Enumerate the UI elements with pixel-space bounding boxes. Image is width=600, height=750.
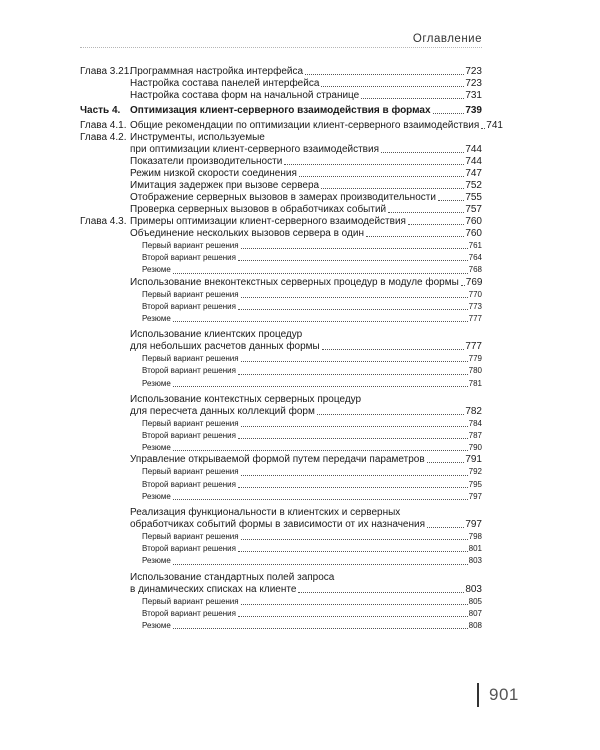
dot-leader — [322, 349, 465, 350]
toc-entry-page: 781 — [468, 378, 482, 388]
toc-entry-page: 770 — [468, 289, 482, 299]
toc-entry-title: Общие рекомендации по оптимизации клиент-серверного взаимодействия — [130, 120, 480, 131]
dot-leader — [298, 592, 464, 593]
toc-entry-page: 773 — [468, 301, 482, 311]
toc-entry[interactable] — [80, 341, 482, 353]
toc-entry-title: Резюме — [142, 265, 171, 275]
toc-entry[interactable] — [80, 180, 482, 192]
toc-entry-page: 752 — [465, 180, 482, 191]
dot-leader — [317, 414, 464, 415]
toc-entry-page: 731 — [465, 90, 482, 101]
toc-subentry[interactable] — [80, 365, 482, 377]
toc-entry-page: 801 — [468, 544, 482, 554]
dot-leader — [381, 152, 464, 153]
toc-entry-title: Первый вариант решения — [142, 467, 239, 477]
toc-entry[interactable] — [80, 168, 482, 180]
toc-entry[interactable] — [80, 204, 482, 216]
dot-leader — [321, 188, 464, 189]
toc-subentry[interactable] — [80, 240, 482, 252]
toc-entry-label: Глава 3.21. — [80, 66, 133, 77]
toc-entry-title: Использование стандартных полей запроса — [130, 571, 335, 583]
toc-entry-title: Инструменты, используемые — [130, 132, 265, 143]
toc-entry[interactable] — [80, 507, 482, 519]
toc-subentry[interactable] — [80, 555, 482, 567]
toc-entry-label: Глава 4.2. — [80, 132, 127, 143]
dot-leader — [238, 616, 468, 617]
dot-leader — [238, 487, 468, 488]
toc-entry-page: 797 — [465, 519, 482, 531]
toc-subentry[interactable] — [80, 466, 482, 478]
toc-entry[interactable] — [80, 572, 482, 584]
toc-entry-title: Резюме — [142, 621, 171, 631]
toc-entry[interactable] — [80, 277, 482, 289]
page-number-block — [477, 682, 519, 708]
toc-entry-label: Глава 4.1. — [80, 120, 127, 131]
toc-subentry[interactable] — [80, 491, 482, 503]
running-header — [80, 33, 482, 48]
toc-entry-title: Второй вариант решения — [142, 253, 236, 263]
toc-subentry[interactable] — [80, 430, 482, 442]
dot-leader — [173, 450, 468, 451]
toc-entry-label: Глава 4.3. — [80, 216, 127, 227]
dot-leader — [481, 128, 485, 129]
toc-entry[interactable] — [80, 78, 482, 90]
toc-subentry[interactable] — [80, 418, 482, 430]
toc-entry-title: Использование клиентских процедур — [130, 329, 303, 341]
toc-entry[interactable] — [80, 120, 503, 132]
toc-entry-title: Отображение серверных вызовов в замерах производительности — [130, 192, 436, 203]
toc-entry-title: Резюме — [142, 556, 171, 566]
toc-entry-page: 782 — [465, 405, 482, 417]
toc-entry[interactable] — [80, 192, 482, 204]
toc-entry-page: 755 — [465, 192, 482, 203]
toc-entry-title: Второй вариант решения — [142, 301, 236, 311]
toc-entry-title: Настройка состава форм на начальной странице — [130, 90, 360, 101]
toc-subentry[interactable] — [80, 479, 482, 491]
toc-entry-title: для пересчета данных коллекций форм — [130, 405, 315, 417]
page-number-bar — [477, 683, 479, 707]
toc-entry-title: Управление открываемой формой путем передачи параметров — [130, 454, 425, 466]
toc-entry-title: Использование внеконтекстных серверных процедур в модуле формы — [130, 276, 459, 288]
toc-entry-page: 791 — [465, 454, 482, 466]
toc-entry-title: обработчиках событий формы в зависимости от их назначения — [130, 519, 425, 531]
dot-leader — [241, 604, 468, 605]
dot-leader — [284, 164, 464, 165]
toc-entry-title: для небольших расчетов данных формы — [130, 341, 320, 353]
toc-entry-page: 764 — [468, 253, 482, 263]
toc-entry-page: 747 — [465, 168, 482, 179]
toc-entry-page: 777 — [468, 314, 482, 324]
toc-entry-title: Режим низкой скорости соединения — [130, 168, 297, 179]
toc-entry[interactable] — [80, 156, 482, 168]
dot-leader — [388, 212, 464, 213]
toc-entry-page: 777 — [465, 341, 482, 353]
toc-entry-page: 798 — [468, 532, 482, 542]
toc-entry-page: 808 — [468, 621, 482, 631]
dot-leader — [241, 248, 468, 249]
toc-entry-page: 803 — [468, 556, 482, 566]
toc-subentry[interactable] — [80, 378, 482, 390]
toc-entry-page: 739 — [465, 105, 482, 116]
toc-entry[interactable] — [80, 216, 482, 228]
dot-leader — [433, 113, 465, 114]
toc-entry[interactable] — [80, 90, 482, 102]
toc-entry-page: 780 — [468, 366, 482, 376]
toc-entry-page: 744 — [465, 156, 482, 167]
toc-entry-page: 797 — [468, 491, 482, 501]
dot-leader — [241, 539, 468, 540]
toc-entry-page: 761 — [468, 241, 482, 250]
dot-leader — [238, 309, 468, 310]
dot-leader — [427, 527, 464, 528]
dot-leader — [241, 297, 468, 298]
toc-subentry[interactable] — [80, 608, 482, 620]
toc-entry-title: Программная настройка интерфейса — [130, 66, 304, 77]
toc-entry-title: Резюме — [142, 378, 171, 388]
toc-entry-page: 779 — [468, 354, 482, 364]
toc-entry-title: Второй вариант решения — [142, 431, 236, 441]
toc-entry-title: Резюме — [142, 443, 171, 453]
toc-entry-page: 760 — [465, 228, 482, 239]
toc-entry-page: 723 — [465, 66, 482, 77]
toc-entry-page: 795 — [468, 479, 482, 489]
toc-entry[interactable] — [80, 66, 482, 78]
dot-leader — [299, 176, 464, 177]
dot-leader — [438, 200, 464, 201]
toc-entry-title: Примеры оптимизации клиент-серверного взаимодействия — [130, 216, 406, 227]
toc-entry[interactable] — [80, 406, 482, 418]
dot-leader — [173, 628, 468, 629]
toc-entry-title: Второй вариант решения — [142, 479, 236, 489]
toc-entry[interactable] — [80, 394, 482, 406]
toc-entry-title: Имитация задержек при вызове сервера — [130, 180, 320, 191]
toc-entry-page: 792 — [468, 467, 482, 477]
toc-entry-page: 768 — [468, 265, 482, 275]
toc-entry[interactable] — [80, 132, 482, 144]
toc-entry[interactable] — [80, 584, 482, 596]
toc-entry[interactable] — [80, 228, 482, 240]
dot-leader — [305, 74, 464, 75]
toc-entry-page: 769 — [465, 276, 483, 288]
toc-subentry[interactable] — [80, 442, 482, 454]
toc-entry[interactable] — [80, 144, 482, 156]
dot-leader — [408, 224, 464, 225]
page-number: 901 — [489, 685, 519, 704]
toc-subentry[interactable] — [80, 353, 482, 365]
toc-entry-title: при оптимизации клиент-серверного взаимодействия — [130, 144, 379, 155]
toc-entry-page: 744 — [465, 144, 482, 155]
dot-leader — [241, 361, 468, 362]
toc-entry-title: в динамических списках на клиенте — [130, 583, 297, 595]
toc-entry-title: Показатели производительности — [130, 156, 283, 167]
dot-leader — [241, 426, 468, 427]
toc-entry-title: Использование контекстных серверных процедур — [130, 393, 362, 405]
dot-leader — [238, 374, 468, 375]
toc-subentry[interactable] — [80, 264, 482, 276]
dot-leader — [238, 551, 468, 552]
dot-leader — [238, 260, 468, 261]
toc-entry[interactable] — [80, 454, 482, 466]
toc-entry-page: 741 — [486, 120, 503, 131]
toc-entry[interactable] — [80, 329, 482, 341]
header-title: Оглавление — [412, 33, 482, 45]
dot-leader — [173, 386, 468, 387]
dot-leader — [361, 98, 464, 99]
toc-subentry[interactable] — [80, 543, 482, 555]
dot-leader — [173, 499, 468, 500]
toc-part-entry[interactable] — [80, 105, 482, 117]
dot-leader — [366, 236, 464, 237]
dot-leader — [238, 438, 468, 439]
toc-entry-page: 807 — [468, 608, 482, 618]
toc-subentry[interactable] — [80, 313, 482, 325]
dot-leader — [427, 462, 465, 463]
toc-entry-page: 805 — [468, 596, 482, 606]
toc-entry-page: 803 — [465, 583, 482, 595]
toc-entry-title: Проверка серверных вызовов в обработчиках событий — [130, 204, 387, 215]
toc-subentry[interactable] — [80, 531, 482, 543]
toc-entry-page: 790 — [468, 443, 482, 453]
toc-entry-title: Второй вариант решения — [142, 544, 236, 554]
toc-subentry[interactable] — [80, 289, 482, 301]
toc-subentry[interactable] — [80, 252, 482, 264]
toc-entry-title: Резюме — [142, 314, 171, 324]
toc-entry-title: Объединение нескольких вызовов сервера в один — [130, 228, 364, 239]
toc-entry-label: Часть 4. — [80, 105, 121, 116]
toc-entry-page: 723 — [465, 78, 482, 89]
toc-entry[interactable] — [80, 519, 482, 531]
toc-entry-title: Оптимизация клиент-серверного взаимодействия в формах — [130, 105, 431, 116]
toc-entry-title: Первый вариант решения — [142, 418, 239, 428]
toc-subentry[interactable] — [80, 301, 482, 313]
table-of-contents — [80, 66, 503, 632]
toc-subentry[interactable] — [80, 620, 482, 632]
toc-entry-title: Реализация функциональности в клиентских и серверных — [130, 507, 401, 519]
toc-entry-page: 784 — [468, 418, 482, 428]
toc-entry-page: 760 — [465, 216, 482, 227]
toc-entry-page: 757 — [465, 204, 482, 215]
toc-entry-title: Первый вариант решения — [142, 354, 239, 364]
toc-entry-title: Резюме — [142, 491, 171, 501]
dot-leader — [321, 86, 464, 87]
toc-subentry[interactable] — [80, 596, 482, 608]
toc-entry-page: 787 — [468, 431, 482, 441]
toc-entry-title: Настройка состава панелей интерфейса — [130, 78, 320, 89]
toc-entry-title: Первый вариант решения — [142, 532, 239, 542]
dot-leader — [173, 564, 468, 565]
toc-entry-title: Первый вариант решения — [142, 241, 239, 250]
toc-entry-title: Первый вариант решения — [142, 596, 239, 606]
dot-leader — [241, 475, 468, 476]
toc-entry-title: Второй вариант решения — [142, 608, 236, 618]
dot-leader — [173, 321, 468, 322]
dot-leader — [461, 285, 465, 286]
dot-leader — [173, 273, 468, 274]
toc-entry-title: Второй вариант решения — [142, 366, 236, 376]
toc-entry-title: Первый вариант решения — [142, 289, 239, 299]
